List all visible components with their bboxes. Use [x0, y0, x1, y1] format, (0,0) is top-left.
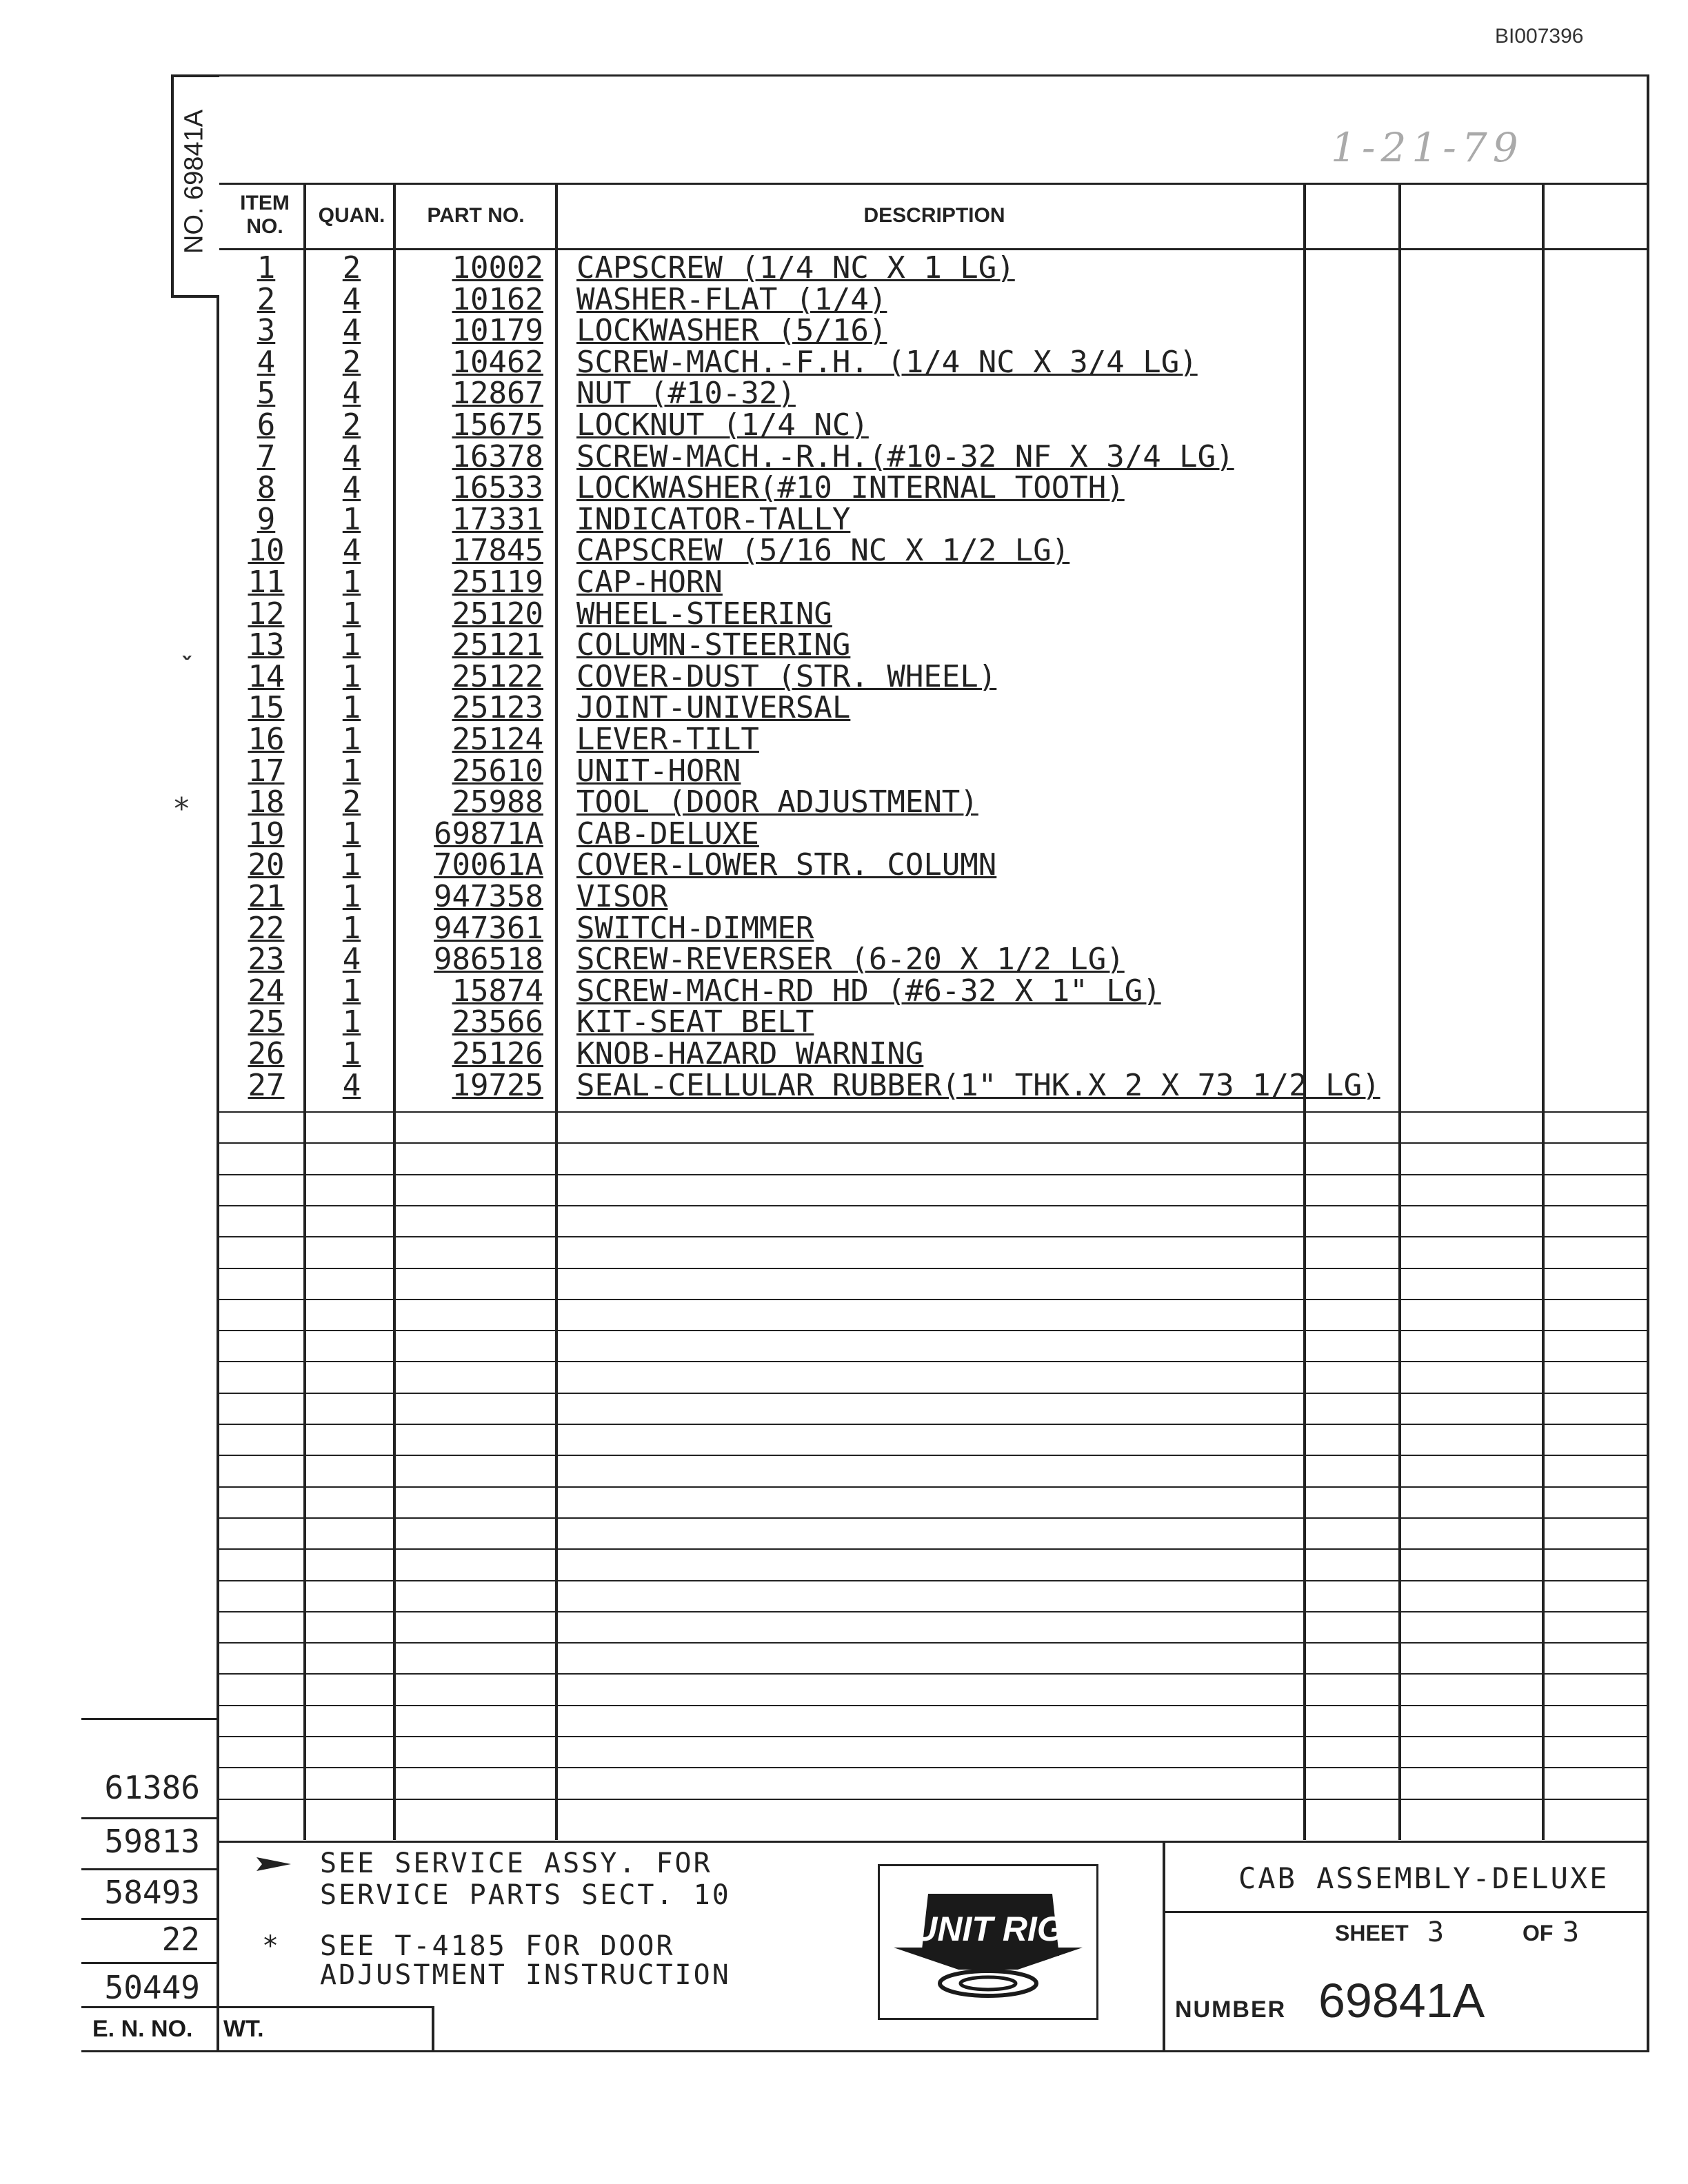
item-number: 16	[248, 722, 285, 757]
note-door-line1: SEE T-4185 FOR DOOR	[320, 1930, 675, 1962]
part-number: 16378	[452, 438, 543, 474]
description: SCREW-REVERSER (6-20 X 1/2 LG)	[576, 942, 1125, 978]
part-number: 15675	[452, 407, 543, 443]
quantity: 1	[342, 627, 361, 663]
part-number: 12867	[452, 376, 543, 412]
item-number: 2	[257, 281, 276, 317]
quantity: 1	[342, 973, 361, 1009]
quantity: 1	[342, 596, 361, 631]
item-number: 5	[257, 376, 276, 412]
header-item: ITEM NO.	[240, 192, 290, 238]
quantity: 1	[342, 690, 361, 726]
margin-mark-18: *	[172, 791, 191, 827]
side-tab	[171, 74, 219, 298]
description: UNIT-HORN	[576, 753, 741, 789]
quantity: 1	[342, 847, 361, 883]
quantity: 1	[342, 910, 361, 946]
part-number: 947361	[434, 910, 543, 946]
en-no-label: E. N. NO.	[92, 2016, 193, 2042]
description: SCREW-MACH.-R.H.(#10-32 NF X 3/4 LG)	[576, 438, 1234, 474]
part-number: 19725	[452, 1067, 543, 1103]
ruled-line	[217, 1330, 1649, 1331]
quantity: 4	[342, 376, 361, 412]
ruled-line	[217, 1142, 1649, 1144]
header-part: PART NO.	[427, 204, 525, 227]
ruled-line	[217, 1393, 1649, 1394]
item-number: 21	[248, 879, 285, 914]
company-logo	[878, 1864, 1098, 2020]
part-number: 15874	[452, 973, 543, 1009]
ruled-line	[217, 1548, 1649, 1550]
ruled-line	[217, 1517, 1649, 1519]
col-line-extra1	[1398, 183, 1401, 1840]
item-number: 8	[257, 470, 276, 506]
ruled-line	[217, 1580, 1649, 1581]
item-number: 9	[257, 501, 276, 537]
description: CAPSCREW (5/16 NC X 1/2 LG)	[576, 533, 1070, 569]
en-line-3	[81, 1918, 217, 1920]
quantity: 1	[342, 565, 361, 600]
description: VISOR	[576, 879, 668, 914]
note-door-line2: ADJUSTMENT INSTRUCTION	[320, 1959, 731, 1991]
ruled-line	[217, 1611, 1649, 1612]
ruled-line	[217, 1299, 1649, 1300]
description: JOINT-UNIVERSAL	[576, 690, 851, 726]
quantity: 1	[342, 1036, 361, 1071]
title-block-left	[1163, 1841, 1165, 2052]
item-number: 10	[248, 533, 285, 569]
part-number: 986518	[434, 942, 543, 978]
ruled-line	[217, 1174, 1649, 1175]
item-number: 25	[248, 1004, 285, 1040]
part-number: 25988	[452, 785, 543, 820]
col-line-part	[555, 183, 558, 1840]
logo-text: UNIT RIG	[912, 1910, 1064, 1948]
document-id: BI007396	[1495, 25, 1584, 48]
quantity: 4	[342, 438, 361, 474]
description: SWITCH-DIMMER	[576, 910, 814, 946]
item-number: 24	[248, 973, 285, 1009]
quantity: 1	[342, 501, 361, 537]
sheet-label: SHEET	[1335, 1921, 1409, 1945]
ruled-line	[217, 1799, 1649, 1800]
quantity: 4	[342, 1067, 361, 1103]
part-number: 17331	[452, 501, 543, 537]
quantity: 1	[342, 753, 361, 789]
ruled-line	[217, 1236, 1649, 1237]
en-number: 50449	[104, 1969, 200, 2006]
quantity: 2	[342, 250, 361, 285]
number-label: NUMBER	[1175, 1996, 1287, 2023]
description: TOOL (DOOR ADJUSTMENT)	[576, 785, 978, 820]
of-label: OF	[1523, 1921, 1554, 1945]
item-number: 18	[248, 785, 285, 820]
en-number: 59813	[104, 1823, 200, 1860]
item-number: 17	[248, 753, 285, 789]
ruled-line	[217, 1736, 1649, 1737]
notes-top-line	[217, 1841, 1649, 1843]
quantity: 2	[342, 344, 361, 380]
side-tab-label: NO. 69841A	[179, 109, 209, 254]
quantity: 4	[342, 281, 361, 317]
description: WHEEL-STEERING	[576, 596, 832, 631]
wt-right-line	[432, 2006, 434, 2052]
item-number: 15	[248, 690, 285, 726]
part-number: 25610	[452, 753, 543, 789]
part-number: 10179	[452, 313, 543, 349]
quantity: 2	[342, 407, 361, 443]
item-number: 20	[248, 847, 285, 883]
description: LEVER-TILT	[576, 722, 759, 757]
quantity: 4	[342, 470, 361, 506]
description: NUT (#10-32)	[576, 376, 796, 412]
item-number: 3	[257, 313, 276, 349]
quantity: 1	[342, 816, 361, 851]
part-number: 10162	[452, 281, 543, 317]
part-number: 25123	[452, 690, 543, 726]
item-number: 1	[257, 250, 276, 285]
description: SCREW-MACH.-F.H. (1/4 NC X 3/4 LG)	[576, 344, 1198, 380]
ruled-line	[217, 1361, 1649, 1362]
part-number: 25122	[452, 658, 543, 694]
description: INDICATOR-TALLY	[576, 501, 851, 537]
en-line-2	[81, 1868, 217, 1870]
assembly-title: CAB ASSEMBLY-DELUXE	[1238, 1861, 1609, 1895]
part-number: 25124	[452, 722, 543, 757]
wt-top-line	[217, 2006, 433, 2008]
description: COLUMN-STEERING	[576, 627, 851, 663]
header-top-line	[217, 183, 1649, 185]
en-number: 22	[161, 1921, 200, 1958]
quantity: 1	[342, 1004, 361, 1040]
description: LOCKWASHER (5/16)	[576, 313, 887, 349]
part-number: 23566	[452, 1004, 543, 1040]
item-number: 23	[248, 942, 285, 978]
description: CAP-HORN	[576, 565, 723, 600]
of-number: 3	[1563, 1917, 1580, 1948]
quantity: 4	[342, 313, 361, 349]
sheet-number: 3	[1427, 1917, 1445, 1948]
part-number: 69871A	[434, 816, 543, 851]
en-line-5	[81, 2006, 217, 2008]
description: LOCKWASHER(#10 INTERNAL TOOTH)	[576, 470, 1125, 506]
ruled-line	[217, 1705, 1649, 1706]
ruled-line	[217, 1424, 1649, 1425]
part-number: 70061A	[434, 847, 543, 883]
item-number: 7	[257, 438, 276, 474]
part-number: 25126	[452, 1036, 543, 1071]
quantity: 2	[342, 785, 361, 820]
quantity: 1	[342, 658, 361, 694]
ruled-line	[217, 1268, 1649, 1269]
description: CAB-DELUXE	[576, 816, 759, 851]
item-number: 22	[248, 910, 285, 946]
description: SCREW-MACH-RD HD (#6-32 X 1" LG)	[576, 973, 1161, 1009]
arrow-icon	[257, 1854, 298, 1875]
description: SEAL-CELLULAR RUBBER(1" THK.X 2 X 73 1/2 LG)	[576, 1067, 1380, 1103]
part-number: 25121	[452, 627, 543, 663]
item-number: 19	[248, 816, 285, 851]
frame-top	[217, 74, 1649, 77]
quantity: 4	[342, 942, 361, 978]
part-number: 16533	[452, 470, 543, 506]
part-number: 10002	[452, 250, 543, 285]
quantity: 1	[342, 722, 361, 757]
header-description: DESCRIPTION	[863, 204, 1005, 227]
en-line-0	[81, 1718, 217, 1720]
en-number: 61386	[104, 1769, 200, 1806]
description: COVER-DUST (STR. WHEEL)	[576, 658, 997, 694]
description: LOCKNUT (1/4 NC)	[576, 407, 869, 443]
ruled-line	[217, 1111, 1649, 1113]
item-number: 12	[248, 596, 285, 631]
ruled-line	[217, 1767, 1649, 1768]
wt-label: WT.	[223, 2016, 264, 2042]
note-service-line1: SEE SERVICE ASSY. FOR	[320, 1848, 712, 1879]
col-line-desc	[1303, 183, 1306, 1840]
part-number: 10462	[452, 344, 543, 380]
title-block-mid	[1163, 1911, 1649, 1913]
ruled-line	[217, 1455, 1649, 1456]
en-line-6	[81, 2050, 1649, 2052]
en-line-1	[81, 1817, 217, 1819]
frame-left	[217, 74, 219, 2052]
en-line-4	[81, 1962, 217, 1964]
handwritten-date: 1-21-79	[1331, 124, 1524, 171]
item-number: 11	[248, 565, 285, 600]
item-number: 27	[248, 1067, 285, 1103]
item-number: 13	[248, 627, 285, 663]
col-line-extra2	[1542, 183, 1545, 1840]
part-number: 25120	[452, 596, 543, 631]
part-number: 25119	[452, 565, 543, 600]
description: KIT-SEAT BELT	[576, 1004, 814, 1040]
quantity: 4	[342, 533, 361, 569]
quantity: 1	[342, 879, 361, 914]
part-number: 17845	[452, 533, 543, 569]
drawing-number: 69841A	[1318, 1974, 1485, 2028]
margin-mark-13: ˬ	[178, 626, 197, 661]
en-number: 58493	[104, 1874, 200, 1911]
ruled-line	[217, 1673, 1649, 1675]
col-line-quan	[393, 183, 396, 1840]
frame-right	[1647, 74, 1649, 2052]
note-service-line2: SERVICE PARTS SECT. 10	[320, 1879, 731, 1911]
part-number: 947358	[434, 879, 543, 914]
description: COVER-LOWER STR. COLUMN	[576, 847, 997, 883]
ruled-line	[217, 1205, 1649, 1206]
description: KNOB-HAZARD WARNING	[576, 1036, 924, 1071]
item-number: 14	[248, 658, 285, 694]
ruled-line	[217, 1486, 1649, 1488]
item-number: 6	[257, 407, 276, 443]
description: CAPSCREW (1/4 NC X 1 LG)	[576, 250, 1015, 285]
unit-rig-logo-icon	[880, 1866, 1096, 2018]
header-quan: QUAN.	[318, 204, 385, 227]
ruled-line	[217, 1642, 1649, 1644]
item-number: 4	[257, 344, 276, 380]
item-number: 26	[248, 1036, 285, 1071]
note-star: *	[262, 1930, 281, 1962]
description: WASHER-FLAT (1/4)	[576, 281, 887, 317]
